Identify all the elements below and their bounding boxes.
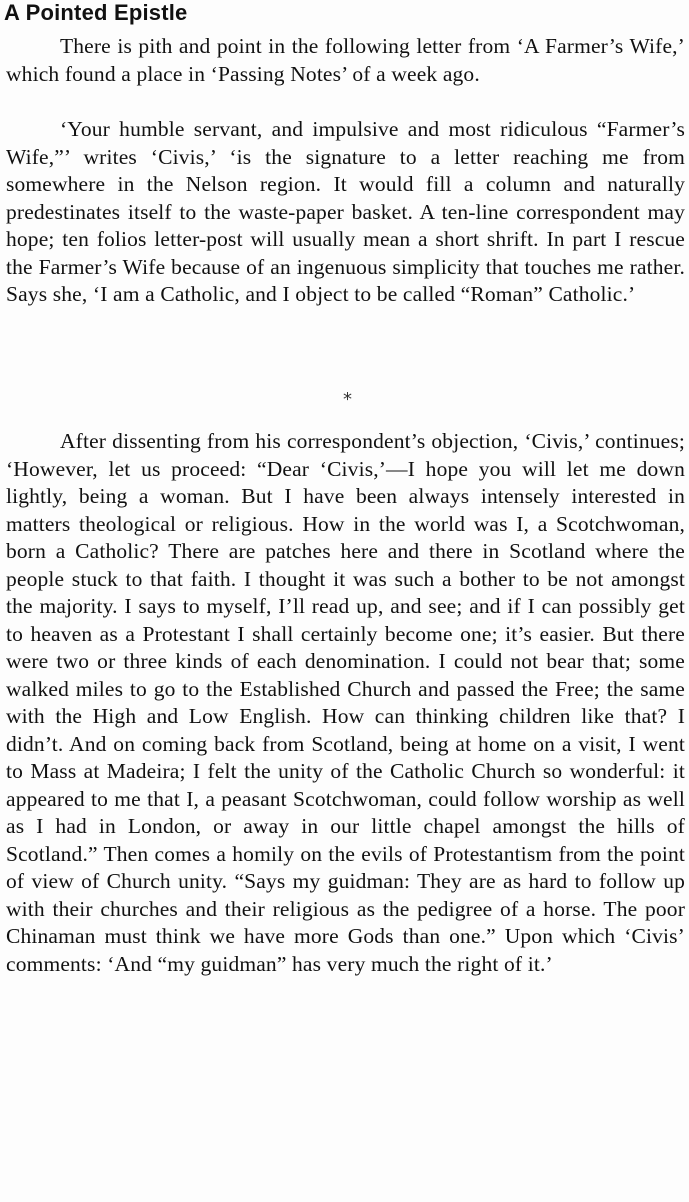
asterisk-glyph: * [343, 389, 352, 410]
article-paragraph-continuation: After dissenting from his correspondent’s objection, ‘Civis,’ continues; ‘However, let us proceed: “Dear ‘Civis,’—I hope you will let me down lightly, being a woman. But I have been always intensely interested in matters theological or religious. How in the world was I, a Scotchwoman, born a Catholic? There are patches here and there in Scotland where the people stuck to that faith. I thought it was such a bother to be not amongst the majority. I says to myself, I’ll read up, and see; and if I can possibly get to heaven as a Protestant I shall certainly become one; it’s easier. But there were two or three kinds of each denomination. I could not bear that; some walked miles to go to the Established Church and passed the Free; the same with the High and Low English. How can thinking children like that? I didn’t. And on coming back from Scotland, being at home on a visit, I went to Mass at Madeira; I felt the unity of the Catholic Church so wonderful: it appeared to me that I, a peasant Scotchwoman, could follow worship as well as I had in London, or away in our little chapel amongst the hills of Scotland.” Then comes a homily on the evils of Protestantism from the point of view of Church unity. “Says my guidman: They are as hard to follow up with their churches and their religious as the pedigree of a horse. The poor Chinaman must think we have more Gods than one.” Upon which ‘Civis’ comments: ‘And “my guidman” has very much the right of it.’ [6, 429, 685, 976]
article-headline: A Pointed Epistle [4, 0, 188, 25]
article-paragraph-letter-quote: ‘Your humble servant, and impulsive and most ridiculous “Farmer’s Wife,”’ writes ‘Civis,’ ‘is the signature to a letter reaching me from somewhere in the Nelson region. It would fill a column and naturally predestinates itself to the waste-paper basket. A ten-line correspondent may hope; ten folios letter-post will usually mean a short shrift. In part I rescue the Farmer’s Wife because of an ingenuous simplicity that touches me rather. Says she, ‘I am a Catholic, and I object to be called “Roman” Catholic.’ [6, 117, 685, 306]
article-paragraph-intro: There is pith and point in the following letter from ‘A Farmer’s Wife,’ which found a place in ‘Passing Notes’ of a week ago. [6, 34, 685, 86]
section-divider-asterisk [0, 389, 689, 411]
